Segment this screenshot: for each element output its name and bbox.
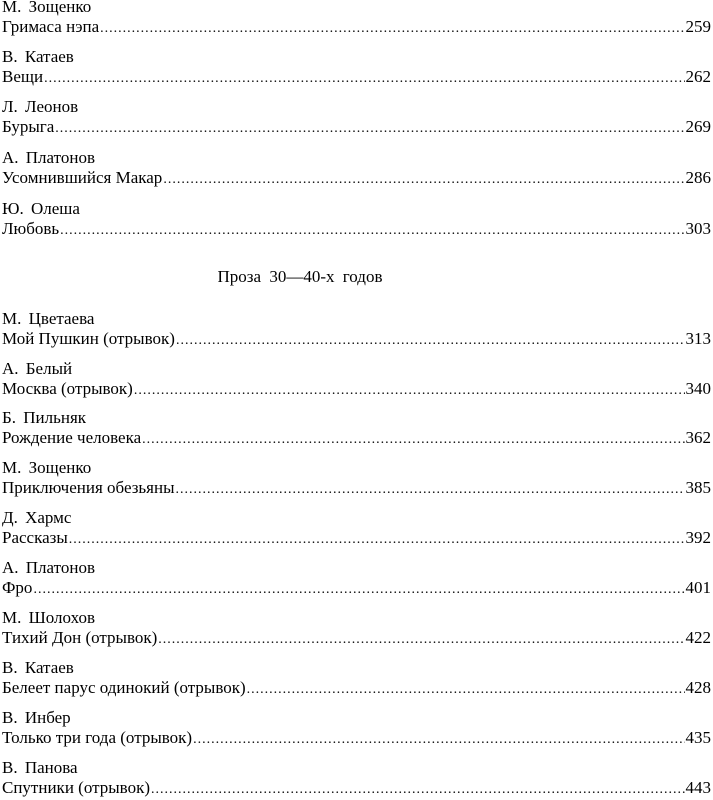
toc-title: Только три года (отрывок) (2, 728, 193, 747)
toc-title-line (2, 17, 711, 37)
toc-title: Москва (отрывок) (2, 379, 133, 398)
toc-title-line (2, 67, 711, 87)
toc-title-line (2, 428, 711, 448)
dot-leader (60, 221, 684, 241)
toc-entry (2, 408, 711, 448)
toc-title-line (2, 728, 711, 748)
section-heading: Проза 30—40-х годов (217, 267, 383, 286)
toc-entry (2, 608, 711, 648)
dot-leader (55, 119, 684, 139)
toc-title-line (2, 329, 711, 349)
dot-leader (176, 331, 685, 351)
toc-entry (2, 309, 711, 349)
dot-leader (247, 680, 685, 700)
toc-title-line (2, 117, 711, 137)
toc-title-line (2, 168, 711, 188)
toc-title-line (2, 628, 711, 648)
toc-entry (2, 97, 711, 137)
toc-title-line (2, 379, 711, 399)
dot-leader (33, 580, 684, 600)
toc-title: Гримаса нэпа (2, 17, 100, 36)
dot-leader (100, 19, 684, 39)
toc-page-number: 362 (685, 428, 711, 447)
toc-author: В. Катаев (2, 47, 74, 66)
dot-leader (142, 430, 684, 450)
toc-entry (2, 758, 711, 798)
toc-entry (2, 508, 711, 548)
toc-title-line (2, 219, 711, 239)
toc-author: А. Платонов (2, 558, 95, 577)
toc-author: М. Цветаева (2, 309, 95, 328)
toc-title-line (2, 778, 711, 798)
dot-leader (44, 69, 684, 89)
toc-author: А. Платонов (2, 148, 95, 167)
toc-author: Д. Хармс (2, 508, 72, 527)
toc-entry (2, 199, 711, 239)
toc-title: Белеет парус одинокий (отрывок) (2, 678, 246, 697)
toc-page-number: 259 (685, 17, 711, 36)
toc-title: Фро (2, 578, 33, 597)
toc-entry (2, 708, 711, 748)
dot-leader (69, 530, 685, 550)
toc-title: Любовь (2, 219, 60, 238)
toc-page-number: 385 (685, 478, 711, 497)
toc-page-number: 443 (685, 778, 711, 797)
toc-title: Мой Пушкин (отрывок) (2, 329, 175, 348)
toc-entry (2, 658, 711, 698)
toc-title: Спутники (отрывок) (2, 778, 150, 797)
toc-page-number: 392 (685, 528, 711, 547)
toc-title-line (2, 678, 711, 698)
toc-title-line (2, 578, 711, 598)
toc-title-line (2, 528, 711, 548)
toc-author: В. Панова (2, 758, 78, 777)
dot-leader (151, 780, 685, 800)
toc-title: Тихий Дон (отрывок) (2, 628, 158, 647)
toc-page-number: 401 (685, 578, 711, 597)
toc-entry (2, 0, 711, 37)
toc-page-number: 435 (685, 728, 711, 747)
toc-title: Рождение человека (2, 428, 142, 447)
toc-entry (2, 148, 711, 188)
toc-author: М. Зощенко (2, 0, 92, 16)
toc-title: Вещи (2, 67, 44, 86)
toc-author: В. Инбер (2, 708, 71, 727)
dot-leader (134, 381, 685, 401)
toc-page-number: 303 (685, 219, 711, 238)
dot-leader (163, 170, 684, 190)
toc-title: Рассказы (2, 528, 68, 547)
toc-author: Б. Пильняк (2, 408, 87, 427)
toc-entry (2, 359, 711, 399)
toc-author: Л. Леонов (2, 97, 79, 116)
toc-page-number: 286 (685, 168, 711, 187)
toc-entry (2, 47, 711, 87)
toc-page-number: 422 (685, 628, 711, 647)
toc-page-number: 340 (685, 379, 711, 398)
toc-title-line (2, 478, 711, 498)
toc-page-number: 428 (685, 678, 711, 697)
toc-title: Приключения обезьяны (2, 478, 175, 497)
toc-entry (2, 558, 711, 598)
dot-leader (193, 730, 684, 750)
toc-title: Усомнившийся Макар (2, 168, 163, 187)
toc-author: Ю. Олеша (2, 199, 80, 218)
dot-leader (176, 480, 685, 500)
toc-author: В. Катаев (2, 658, 74, 677)
toc-title: Бурыга (2, 117, 55, 136)
toc-page-number: 269 (685, 117, 711, 136)
dot-leader (158, 630, 684, 650)
toc-author: А. Белый (2, 359, 73, 378)
toc-page-number: 313 (685, 329, 711, 348)
toc-author: М. Зощенко (2, 458, 92, 477)
toc-page-number: 262 (685, 67, 711, 86)
toc-author: М. Шолохов (2, 608, 95, 627)
toc-entry (2, 458, 711, 498)
